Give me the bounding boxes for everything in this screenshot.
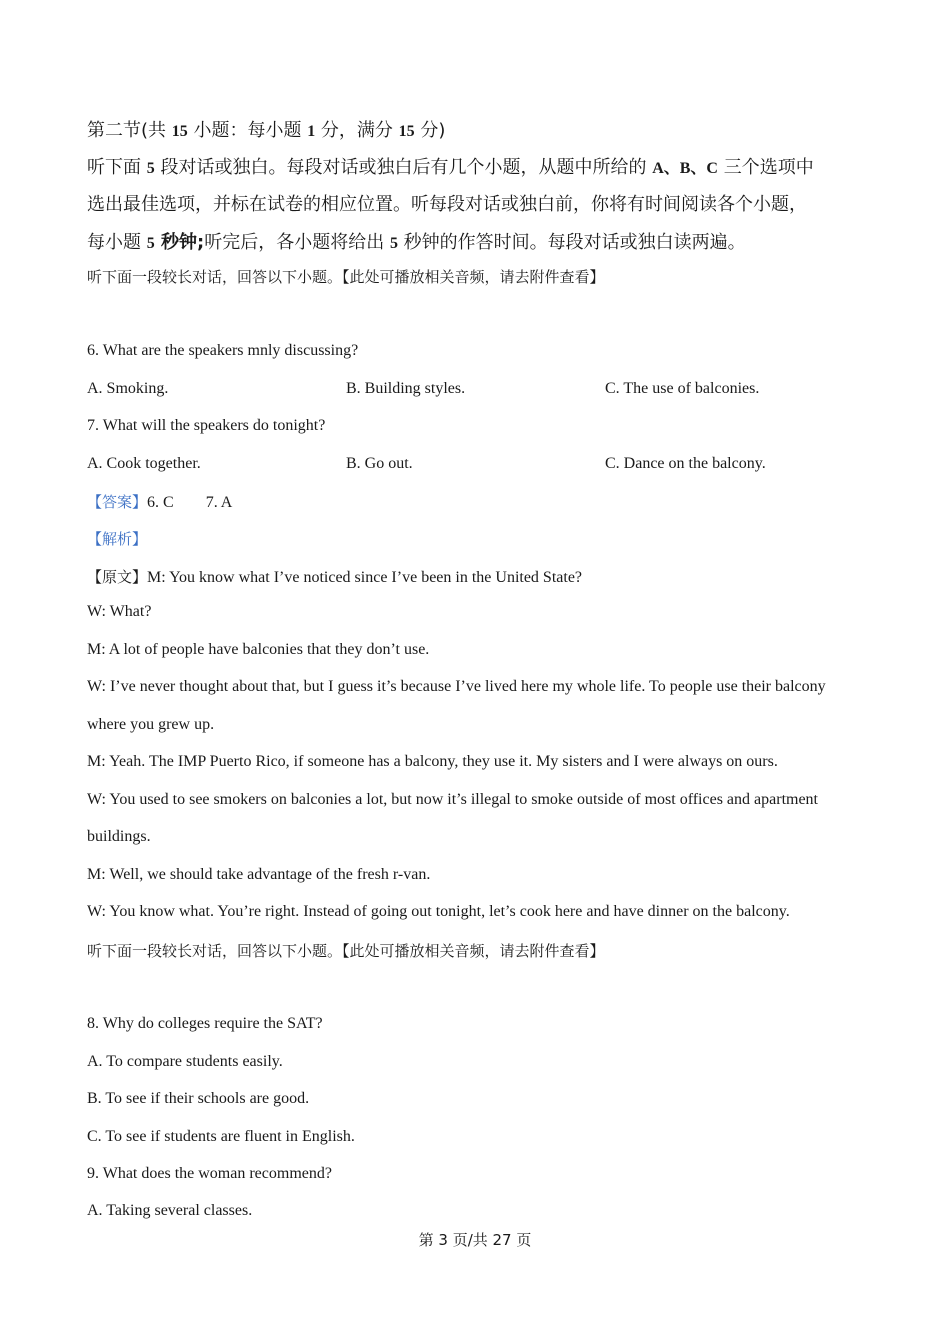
section-title bbox=[87, 116, 445, 142]
answer-value: 6. C 7. A bbox=[147, 494, 233, 511]
listening-note: 听下面一段较长对话，回答以下小题。【此处可播放相关音频，请去附件查看】 bbox=[87, 942, 605, 960]
q6-option-a: A. Smoking. bbox=[87, 380, 169, 397]
transcript-line: where you grew up. bbox=[87, 716, 215, 733]
question-9: 9. What does the woman recommend? bbox=[87, 1165, 332, 1182]
q7-option-c: C. Dance on the balcony. bbox=[605, 455, 766, 472]
instruction-text: 听完后，各小题将给出 bbox=[204, 232, 390, 253]
answer-line bbox=[87, 491, 232, 512]
listening-note: 听下面一段较长对话，回答以下小题。【此处可播放相关音频，请去附件查看】 bbox=[87, 268, 605, 286]
q7-option-a: A. Cook together. bbox=[87, 455, 201, 472]
transcript-line: W: You know what. You’re right. Instead of going out tonight, let’s cook here and have dinner on the balcony. bbox=[87, 903, 790, 920]
section-title-points: 1 bbox=[307, 123, 316, 140]
transcript-line: M: Well, we should take advantage of the fresh r-van. bbox=[87, 866, 431, 883]
question-8: 8. Why do colleges require the SAT? bbox=[87, 1015, 323, 1032]
q8-option-b: B. To see if their schools are good. bbox=[87, 1090, 310, 1107]
instruction-text: 每小题 bbox=[87, 232, 147, 253]
answer-label: 【答案】 bbox=[87, 493, 148, 511]
transcript-line bbox=[87, 566, 582, 587]
q8-option-c: C. To see if students are fluent in English. bbox=[87, 1128, 355, 1145]
q6-option-c: C. The use of balconies. bbox=[605, 380, 760, 397]
instruction-number: 5 bbox=[146, 160, 155, 177]
transcript-text: M: You know what I’ve noticed since I’ve been in the United State? bbox=[147, 569, 583, 586]
section-title-total: 15 bbox=[398, 123, 415, 140]
instruction-line-1 bbox=[87, 153, 814, 179]
transcript-label: 【原文】 bbox=[87, 568, 148, 586]
question-6: 6. What are the speakers mnly discussing? bbox=[87, 342, 359, 359]
q6-option-b: B. Building styles. bbox=[346, 380, 466, 397]
instruction-options: A、B、C bbox=[652, 160, 718, 177]
instruction-number: 5 bbox=[146, 235, 155, 252]
instruction-line-3 bbox=[87, 228, 746, 254]
section-title-text: 小题：每小题 bbox=[187, 120, 308, 141]
analysis-label: 【解析】 bbox=[87, 530, 148, 548]
transcript-line: M: Yeah. The IMP Puerto Rico, if someone has a balcony, they use it. My sisters and I were always on ours. bbox=[87, 753, 778, 770]
instruction-text: 三个选项中 bbox=[717, 157, 814, 178]
page-number: 第 3 页/共 27 页 bbox=[418, 1231, 532, 1249]
transcript-line: W: I’ve never thought about that, but I guess it’s because I’ve lived here my whole life. To people use their balcony bbox=[87, 678, 826, 695]
question-7: 7. What will the speakers do tonight? bbox=[87, 417, 326, 434]
instruction-text: 听下面 bbox=[87, 157, 147, 178]
q8-option-a: A. To compare students easily. bbox=[87, 1053, 283, 1070]
instruction-text: 秒钟的作答时间。每段对话或独白读两遍。 bbox=[397, 232, 746, 253]
instruction-text: 秒钟; bbox=[154, 232, 205, 253]
section-title-count: 15 bbox=[171, 123, 188, 140]
q9-option-a: A. Taking several classes. bbox=[87, 1202, 253, 1219]
section-title-text: 分) bbox=[414, 120, 446, 141]
transcript-line: W: You used to see smokers on balconies a lot, but now it’s illegal to smoke outside of most offices and apartment bbox=[87, 791, 818, 808]
instruction-text: 段对话或独白。每段对话或独白后有几个小题，从题中所给的 bbox=[154, 157, 653, 178]
transcript-line: W: What? bbox=[87, 603, 152, 620]
instruction-line-2: 选出最佳选项，并标在试卷的相应位置。听每段对话或独白前，你将有时间阅读各个小题， bbox=[87, 194, 807, 215]
instruction-number: 5 bbox=[389, 235, 398, 252]
transcript-line: buildings. bbox=[87, 828, 151, 845]
q7-option-b: B. Go out. bbox=[346, 455, 413, 472]
section-title-text: 第二节(共 bbox=[87, 120, 172, 141]
transcript-line: M: A lot of people have balconies that they don’t use. bbox=[87, 641, 430, 658]
section-title-text: 分，满分 bbox=[315, 120, 399, 141]
